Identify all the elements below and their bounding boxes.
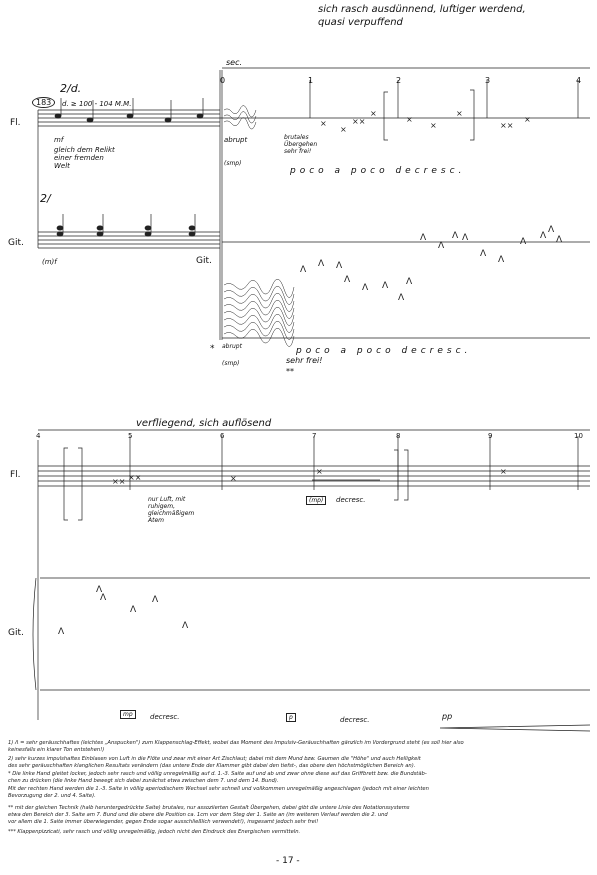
bar-number-2: 2 [396, 76, 402, 85]
footnote-1a: 1) Λ = sehr geräuschhaftes (leichtes „Anspucken") zum Klappenschlag-Effekt, wobei das Moment des Impulsiv-Geräuschhaften gänzlich im Vordergrund steht (es soll hier also [8, 740, 464, 746]
svg-text:Λ: Λ [452, 231, 459, 241]
svg-text:Λ: Λ [520, 237, 527, 247]
footnote-4c: vor allem die 1. Saite immer überwiegender, gegen Ende sogar ausschließlich verwendet!), insgesamt jedoch sehr frei! [8, 819, 319, 825]
flute-remark-upper: gleich dem Relikt einer fremden Welt [54, 146, 115, 170]
footnote-4b: etwa den Bereich der 3. Saite am 7. Bund und die obere die Position ca. 1cm vor dem Steg der 1. Saite an (im weiteren Verlauf werden die 2. und [8, 812, 388, 818]
bar-number-4: 4 [576, 76, 582, 85]
svg-text:Λ: Λ [318, 259, 325, 269]
svg-text:Λ: Λ [182, 621, 189, 631]
guitar-frei-remark: sehr frei! [286, 356, 323, 365]
flute-dynamic-lower: (mp) [306, 496, 326, 505]
footnote-5: *** Klappenpizzicati, sehr rasch und völlig unregelmäßig, jedoch nicht den Eindruck des Energischen vermitteln. [8, 829, 301, 835]
svg-text:Λ: Λ [548, 225, 555, 235]
lower-bar-number-6: 6 [220, 432, 225, 440]
svg-text:×: × [500, 467, 507, 476]
guitar-abrupt: abrupt [222, 343, 242, 350]
svg-text:Λ: Λ [556, 235, 563, 245]
svg-text:Λ: Λ [398, 293, 405, 303]
svg-text:Λ: Λ [420, 233, 427, 243]
bar-number-1: 1 [308, 76, 314, 85]
guitar-label-lower: Git. [8, 628, 24, 638]
svg-text:×: × [316, 467, 323, 476]
guitar-label-inner: Git. [196, 256, 212, 266]
flute-dynamic-upper: mf [54, 136, 64, 144]
guitar-two-star-marker: ** [286, 367, 294, 376]
guitar-dynamic-upper: (m)f [42, 258, 57, 266]
svg-text:Λ: Λ [152, 595, 159, 605]
lower-bar-number-4: 4 [36, 432, 41, 440]
guitar-accent-marks [58, 225, 563, 637]
footnote-2a: 2) sehr kurzes impulshaftes Einblasen von Luft in die Flöte und zwar mit einer Art Zischlaut; dabei mit dem Mund bzw. Gaumen die "Höhe" und auch Helligkeit [8, 756, 421, 762]
lower-bar-number-5: 5 [128, 432, 133, 440]
svg-text:×: × [430, 121, 437, 130]
guitar-decresc-2: decresc. [340, 716, 370, 724]
svg-text:Λ: Λ [362, 283, 369, 293]
svg-text:××: ×× [128, 473, 142, 482]
sec-marking: sec. [226, 58, 243, 67]
svg-text:×: × [524, 115, 531, 124]
svg-text:Λ: Λ [540, 231, 547, 241]
svg-text:×: × [456, 109, 463, 118]
lower-bar-number-7: 7 [312, 432, 317, 440]
svg-text:××: ×× [352, 117, 366, 126]
svg-text:Λ: Λ [480, 249, 487, 259]
top-remark-line2: quasi verpuffend [318, 17, 403, 28]
svg-text:Λ: Λ [58, 627, 65, 637]
svg-text:Λ: Λ [96, 585, 103, 595]
guitar-decresc-upper: poco a poco decresc. [296, 346, 472, 356]
footnote-3c: Mit der rechten Hand werden die 1.-3. Saite in völlig aperiodischem Wechsel sehr schnell und vollkommen unregelmäßig angeschlagen (jedoch mit einer leichten [8, 786, 429, 792]
svg-text:Λ: Λ [100, 593, 107, 603]
svg-text:Λ: Λ [438, 241, 445, 251]
guitar-meter: 2/ [40, 192, 51, 205]
guitar-star-marker: * [210, 344, 215, 354]
svg-text:Λ: Λ [336, 261, 343, 271]
guitar-label-upper: Git. [8, 238, 24, 248]
svg-text:Λ: Λ [498, 255, 505, 265]
guitar-decresc-1: decresc. [150, 713, 180, 721]
svg-text:Λ: Λ [344, 275, 351, 285]
flute-breath-note: nur Luft, mit ruhigem, gleichmäßigem Atem [148, 496, 195, 524]
lower-bar-number-9: 9 [488, 432, 493, 440]
guitar-scribble-cluster [224, 279, 294, 346]
footnote-3a: * Die linke Hand gleitet locker, jedoch sehr rasch und völlig unregelmäßig auf d. 1.-3. Saite auf und ab und zwar ohne diese auf das Griffbrett bzw. die Bundstäb- [8, 771, 427, 777]
meter-marking: 2/d. [60, 82, 82, 95]
svg-text:×: × [320, 119, 327, 128]
svg-text:××: ×× [112, 477, 126, 486]
footnote-2b: des sehr geräuschhaften klanglichen Resultats verändern (das untere Ende der Klammer gibt dabei den tiefst-, das obere den höchstmöglichen Bereich an). [8, 763, 416, 769]
lower-remark: verfliegend, sich auflösend [136, 418, 272, 429]
rehearsal-number: 183 [32, 97, 55, 108]
guitar-dynamic-pp: pp [442, 712, 453, 721]
page-number: - 17 - [276, 856, 300, 866]
svg-text:××: ×× [500, 121, 514, 130]
svg-text:×: × [230, 474, 237, 483]
svg-text:Λ: Λ [462, 233, 469, 243]
lower-bar-number-8: 8 [396, 432, 401, 440]
flute-decresc-lower: decresc. [336, 496, 366, 504]
flute-decresc-upper: poco a poco decresc. [290, 166, 466, 176]
guitar-abrupt-dynamic: (smp) [222, 360, 240, 367]
svg-text:×: × [370, 109, 377, 118]
tempo-marking: d. ≥ 100 - 104 M.M. [62, 100, 132, 108]
flute-brutal-remark: brutales Übergehen sehr frei! [284, 134, 318, 155]
footnote-3d: Bevorzugung der 2. und 4. Saite). [8, 793, 96, 799]
footnote-4a: ** mit der gleichen Technik (halb heruntergedrückte Saite) brutales, nur assoziierten Gestalt Übergehen, dabei gibt die untere Linie des Notationssystems [8, 805, 410, 811]
flute-label-upper: Fl. [10, 118, 21, 128]
bar-number-3: 3 [485, 76, 491, 85]
svg-text:Λ: Λ [300, 265, 307, 275]
flute-label-lower: Fl. [10, 470, 21, 480]
upper-guitar-staff [38, 232, 590, 338]
svg-text:×: × [340, 125, 347, 134]
footnote-3b: chen zu drücken (die linke Hand bewegt sich dabei zunächst etwa zwischen dem 7. und dem 14. Bund). [8, 778, 279, 784]
svg-text:Λ: Λ [406, 277, 413, 287]
svg-text:Λ: Λ [382, 281, 389, 291]
footnote-1b: keinesfalls ein klarer Ton entstehen!) [8, 747, 105, 753]
flute-scribble-cluster [224, 106, 256, 129]
svg-text:Λ: Λ [130, 605, 137, 615]
lower-bar-number-10: 10 [574, 432, 583, 440]
guitar-dynamic-mp: mp [120, 710, 136, 719]
flute-abrupt-dynamic: (smp) [224, 160, 242, 167]
bar-number-0: 0 [220, 76, 226, 85]
svg-text:×: × [406, 115, 413, 124]
flute-abrupt: abrupt [224, 136, 248, 144]
top-remark-line1: sich rasch ausdünnend, luftiger werdend, [318, 4, 526, 15]
guitar-dynamic-p: p [286, 713, 296, 722]
